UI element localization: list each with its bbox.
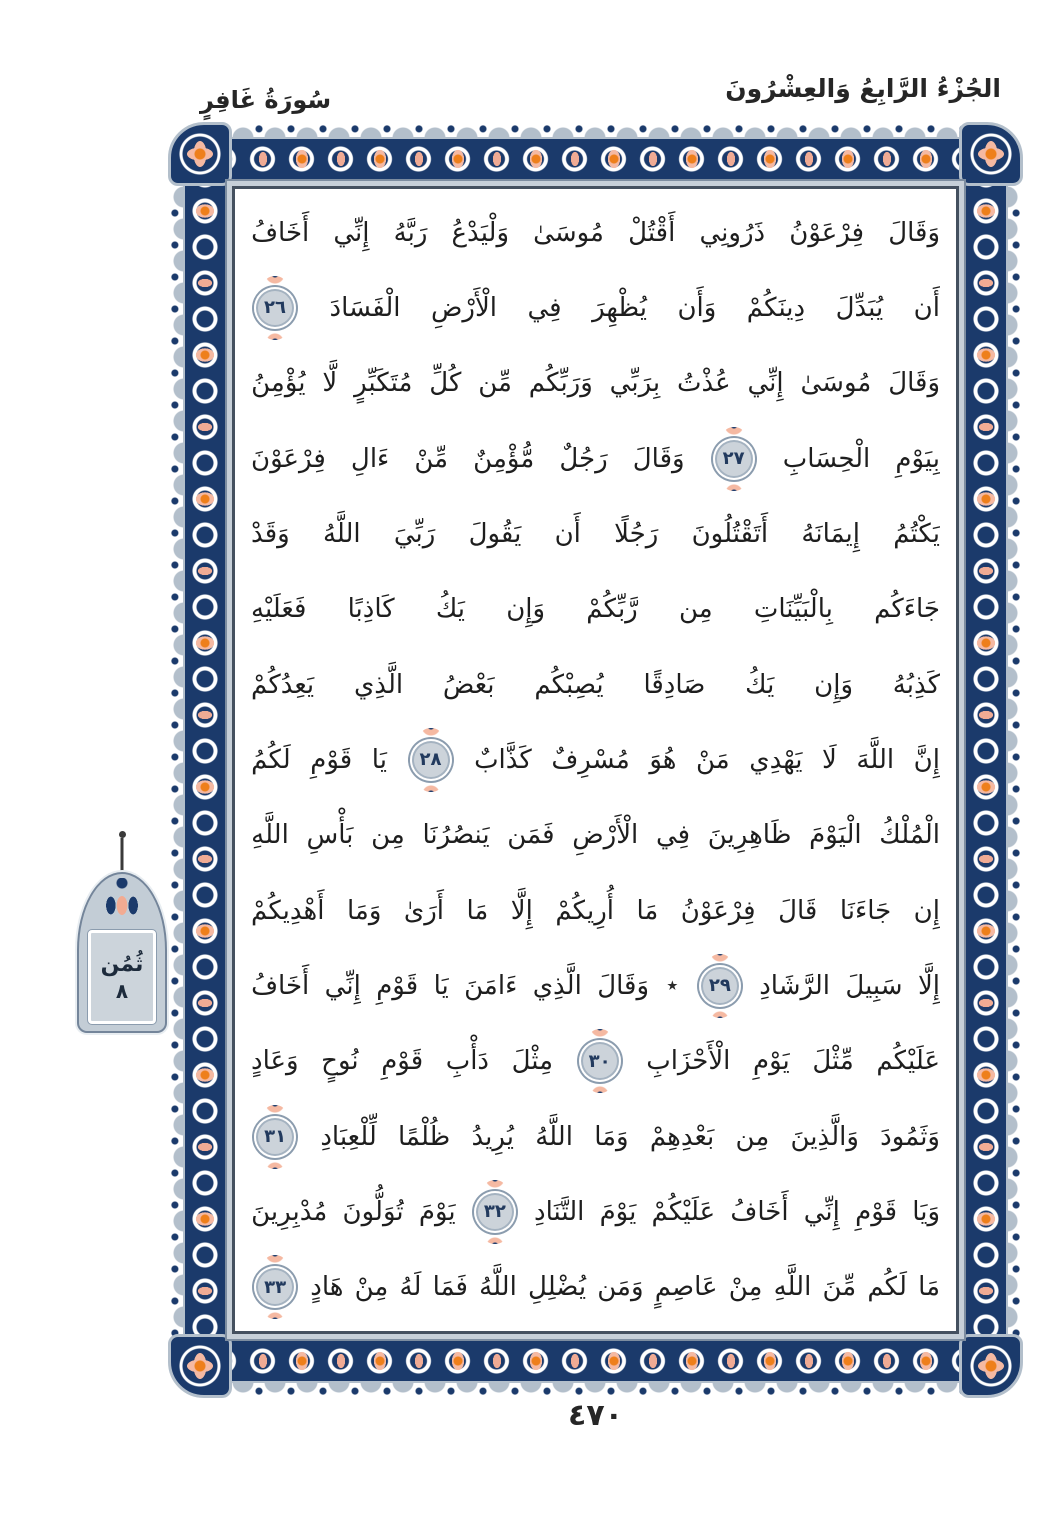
quran-word: جَاءَنَا [839,895,892,926]
verse-number-medallion: ٣٠ [579,1040,621,1082]
quran-word: لَكُم [867,1272,907,1303]
marker-label: ثُمُن [100,951,144,977]
verse-number-medallion: ٢٩ [699,965,741,1007]
quran-word: فَمَن [507,820,555,851]
quran-word: يُضْلِلِ [528,1272,587,1303]
quran-word: كُلِّ [429,368,462,399]
quran-word: أَن [913,292,940,323]
quran-word: ظُلْمًا [398,1121,451,1152]
marker-ornament-icon [91,878,153,928]
quran-word: الْفَسَادَ [329,292,401,323]
quran-word: إِنِّي [324,970,361,1001]
quran-word: يَكُ [435,594,465,625]
quran-word: الْمُلْكُ [879,820,940,851]
quran-word: وَقَالَ [597,970,650,1001]
quran-word: الَّذِي [353,669,404,700]
quran-word: مِّثْلَ [812,1046,854,1077]
quran-word: عُذْتُ [677,368,731,399]
quran-line [251,722,940,797]
quran-word: أَرَىٰ [403,895,444,926]
quran-line [251,572,940,647]
quran-word: دَأْبِ [445,1046,490,1077]
quran-word: الْحِسَابِ [782,443,871,474]
quran-word: وَعَادٍ [251,1046,299,1077]
quran-word: عَلَيْكُمْ [651,1196,716,1227]
quran-word: يُبَدِّلَ [835,292,884,323]
quran-word: قَوْمِ [855,1196,898,1227]
quran-word: لَّا [322,368,338,399]
quran-word: مِن [678,594,713,625]
quran-word: قَوْمِ [376,970,419,1001]
corner-rosette-icon [168,1334,232,1398]
quran-word: إِنَّ [913,744,940,775]
quran-word: إِنِّي [747,368,784,399]
quran-word: ءَامَنَ [464,970,518,1001]
inner-border [225,179,966,1341]
quran-word: بَأْسِ [306,820,354,851]
border-band-top [185,139,1006,179]
quran-word: كَذِبُهُ [892,669,940,700]
quran-line [251,1024,940,1099]
verse-number-medallion: ٣٢ [474,1191,516,1233]
quran-word: بِيَوْمِ [895,443,940,474]
quran-word: أَخَافُ [251,217,310,248]
surah-header: سُورَةُ غَافِرٍ [200,86,332,114]
quran-word: يَنصُرُنَا [422,820,490,851]
quran-line [251,195,940,270]
corner-rosette-icon [959,122,1023,186]
margin-marker-thumn [77,872,167,1033]
quran-word: وَأَن [677,292,717,323]
quran-word: يُرِيدُ [471,1121,514,1152]
quran-word: مُسْرِفٌ [551,744,630,775]
corner-rosette-icon [959,1334,1023,1398]
quran-word: أَخَافُ [730,1196,789,1227]
quran-word: إِيمَانَهُ [801,518,860,549]
quran-word: اللَّهُ [322,518,361,549]
quran-word: مِن [735,1121,770,1152]
quran-word: مِّنْ [414,443,449,474]
quran-word: يَا [433,970,449,1001]
quran-word: يَكُ [745,669,775,700]
quran-line [251,1099,940,1174]
quran-word: مِّنَ [822,1272,857,1303]
quran-word: نُوحٍ [321,1046,359,1077]
quran-word: يُؤْمِنُ [251,368,306,399]
verse-number-medallion: ٢٧ [713,438,755,480]
marker-dome [77,872,167,1033]
quran-word: كَذَّابٌ [474,744,532,775]
quran-word: إِلَّا [510,895,533,926]
quran-word: وَمَا [346,895,382,926]
quran-word: فِرْعَوْنُ [680,895,756,926]
quran-word: أَن [554,518,581,549]
verse-number-medallion: ٢٦ [254,287,296,329]
quran-word: وَمَا [594,1121,629,1152]
quran-line [251,647,940,722]
quran-word: ظَاهِرِينَ [707,820,792,851]
ornamental-frame [183,137,1008,1383]
quran-word: أَهْدِيكُمْ [251,895,325,926]
quran-word: عَاصِمٍ [654,1272,718,1303]
quran-word: يَوْمِ [752,1046,790,1077]
quran-word: هُوَ [649,744,677,775]
quran-line [251,948,940,1023]
quran-word: فَعَلَيْهِ [251,594,307,625]
scallop-edge-bottom [195,1382,996,1396]
quran-word: جَاءَكُم [874,594,940,625]
quran-word: وَالَّذِينَ [790,1121,859,1152]
hizb-star-icon: ٭ [666,973,679,999]
quran-word: الْيَوْمَ [809,820,862,851]
verse-number-medallion: ٣٣ [254,1266,296,1308]
quran-word: فِي [527,292,562,323]
quran-word: اللَّهِ [773,1272,812,1303]
quran-word: ءَالِ [350,443,390,474]
quran-line [251,496,940,571]
quran-line [251,1174,940,1249]
quran-word: بَعْدِهِمْ [649,1121,715,1152]
quran-word: وَلْيَدْعُ [451,217,510,248]
quran-word: إِنِّي [333,217,370,248]
border-band-left [185,139,225,1381]
quran-word: يُظْهِرَ [592,292,647,323]
quran-word: مَا [918,1272,940,1303]
quran-word: عَلَيْكُم [876,1046,940,1077]
quran-word: التَّنَادِ [534,1196,585,1227]
verse-number-medallion: ٣١ [254,1116,296,1158]
quran-word: أَخَافُ [251,970,310,1001]
marker-value: ٨ [115,978,129,1003]
quran-word: الْأَرْضِ [572,820,639,851]
quran-word: رَجُلًا [614,518,659,549]
quran-word: لَكُمُ [251,744,291,775]
quran-word: وَمَن [597,1272,644,1303]
marker-panel [88,930,156,1024]
quran-word: فِرْعَوْنُ [789,217,865,248]
quran-word: وَقَالَ [632,443,685,474]
quran-word: صَادِقًا [643,669,706,700]
quran-word: وَقَالَ [888,368,940,399]
quran-word: أُرِيكُمْ [555,895,614,926]
quran-word: مَا [636,895,659,926]
quran-word: رَبِّيَ [393,518,436,549]
quran-word: رَبَّهُ [393,217,428,248]
quran-line [251,1250,940,1325]
quran-word: مَا [466,895,489,926]
quran-word: يَا [371,744,387,775]
quran-word: مِثْلَ [511,1046,554,1077]
corner-rosette-icon [168,122,232,186]
quran-line [251,798,940,873]
border-band-right [966,139,1006,1381]
quran-word: يَعِدُكُمْ [251,669,315,700]
quran-word: الرَّشَادِ [759,970,830,1001]
quran-word: سَبِيلَ [845,970,903,1001]
quran-word: مِنْ [354,1272,389,1303]
quran-word: مُوسَىٰ [800,368,872,399]
quran-word: مِّن [478,368,512,399]
quran-word: لِّلْعِبَادِ [320,1121,377,1152]
marker-stem [121,838,124,872]
page-number: ٤٧٠ [568,1398,623,1433]
quran-lines [251,195,940,1325]
quran-word: فِي [655,820,691,851]
quran-word: وَقَدْ [251,518,290,549]
border-band-bottom [185,1341,1006,1381]
quran-word: تُوَلُّونَ [342,1196,404,1227]
quran-word: الَّذِي [532,970,582,1001]
quran-word: إِلَّا [917,970,940,1001]
quran-word: هَادٍ [310,1272,344,1303]
quran-word: كَاذِبًا [347,594,395,625]
quran-word: قَوْمِ [381,1046,424,1077]
juz-header: الجُزْءُ الرَّابِعُ وَالعِشْرُونَ [725,74,1001,103]
quran-word: رَجُلٌ [559,443,608,474]
quran-word: مُّؤْمِنٌ [473,443,535,474]
quran-word: اللَّهَ [856,744,895,775]
quran-word: فِرْعَوْنَ [251,443,326,474]
quran-word: يَهْدِي [749,744,803,775]
quran-line [251,421,940,496]
verse-number-medallion: ٢٨ [410,739,452,781]
quran-word: اللَّهِ [251,820,289,851]
quran-word: وَيَا [912,1196,940,1227]
quran-word: قَوْمِ [310,744,353,775]
quran-word: الْأَرْضِ [430,292,498,323]
quran-word: أَقْتُلْ [628,217,676,248]
quran-word: مُتَكَبِّرٍ [354,368,413,399]
quran-word: مِن [371,820,405,851]
quran-word: يَوْمَ [599,1196,637,1227]
scallop-edge-right [1007,149,1021,1371]
quran-word: بَعْضُ [442,669,495,700]
quran-word: الْأَحْزَابِ [646,1046,731,1077]
quran-word: يَكْتُمُ [893,518,940,549]
quran-word: وَقَالَ [888,217,940,248]
quran-word: لَا [822,744,837,775]
quran-word: يُصِبْكُم [534,669,604,700]
quran-word: يَقُولَ [468,518,522,549]
quran-line [251,873,940,948]
quran-word: وَرَبِّكُم [528,368,593,399]
quran-word: رَّبِّكُمْ [586,594,638,625]
quran-word: بِالْبَيِّنَاتِ [753,594,833,625]
text-panel [232,186,959,1334]
quran-word: مَنْ [696,744,730,775]
quran-word: وَإِن [506,594,546,625]
quran-word: فَمَا [432,1272,468,1303]
quran-word: بِرَبِّي [609,368,661,399]
quran-word: وَثَمُودَ [880,1121,940,1152]
scallop-edge-top [195,124,996,138]
quran-word: مِنْ [728,1272,763,1303]
quran-word: إِنِّي [803,1196,840,1227]
quran-word: إِن [913,895,940,926]
quran-word: ذَرُونِي [699,217,766,248]
quran-line [251,346,940,421]
quran-word: يَوْمَ [418,1196,456,1227]
scallop-edge-left [170,149,184,1371]
quran-word: اللَّهُ [479,1272,517,1303]
quran-word: قَالَ [778,895,818,926]
quran-word: وَإِن [814,669,853,700]
quran-word: اللَّهُ [535,1121,573,1152]
quran-word: دِينَكُمْ [746,292,806,323]
quran-word: مُوسَىٰ [533,217,604,248]
quran-word: أَتَقْتُلُونَ [691,518,769,549]
quran-word: مُدْبِرِينَ [251,1196,328,1227]
quran-word: لَهُ [399,1272,422,1303]
quran-line [251,270,940,345]
